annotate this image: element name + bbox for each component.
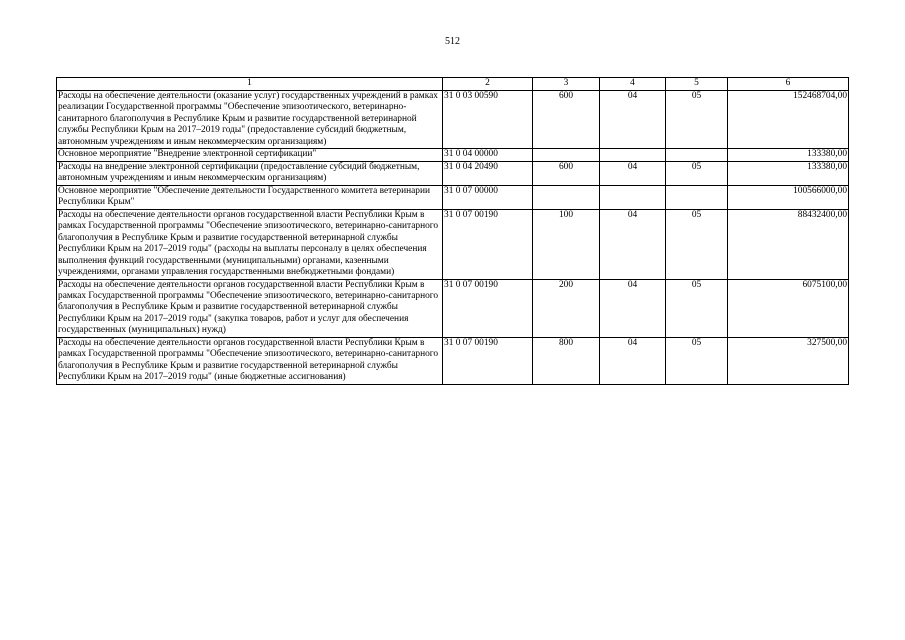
row-amount: 88432400,00 [728,209,849,279]
row-subsection [666,185,728,209]
row-expense-type [533,149,600,161]
row-section [600,149,666,161]
row-amount: 100566000,00 [728,185,849,209]
row-target-code: 31 0 03 00590 [443,91,533,149]
row-expense-type: 100 [533,209,600,279]
table-row [57,185,849,209]
table-row [57,91,849,149]
row-target-code: 31 0 07 00190 [443,209,533,279]
row-amount: 133380,00 [728,149,849,161]
row-description: Расходы на обеспечение деятельности органов государственной власти Республики Крым в рамках Государственной программы "Обеспечение эпизоотического, ветеринарно-санитарного благополучия в Республике Крым и развитие государственной ветеринарной службы Республики Крым на 2017–2019 годы" (иные бюджетные ассигнования) [57,337,443,384]
column-header-4: 4 [600,78,666,91]
row-description: Основное мероприятие "Внедрение электронной сертификации" [57,149,443,161]
row-subsection: 05 [666,91,728,149]
row-target-code: 31 0 04 20490 [443,161,533,185]
table-row [57,209,849,279]
row-section [600,185,666,209]
row-expense-type: 200 [533,279,600,337]
row-amount: 152468704,00 [728,91,849,149]
column-header-3: 3 [533,78,600,91]
row-target-code: 31 0 04 00000 [443,149,533,161]
row-subsection: 05 [666,209,728,279]
row-description: Расходы на обеспечение деятельности органов государственной власти Республики Крым в рамках Государственной программы "Обеспечение эпизоотического, ветеринарно-санитарного благополучия в Республике Крым и развитие государственной ветеринарной службы Республики Крым на 2017–2019 годы" (закупка товаров, работ и услуг для обеспечения государственных (муниципальных) нужд) [57,279,443,337]
row-description: Расходы на обеспечение деятельности органов государственной власти Республики Крым в рамках Государственной программы "Обеспечение эпизоотического, ветеринарно-санитарного благополучия в Республике Крым и развитие государственной ветеринарной службы Республики Крым на 2017–2019 годы" (расходы на выплаты персоналу в целях обеспечения выполнения функций государственными (муниципальными) органами, казенными учреждениями, органами управления государственными внебюджетными фондами) [57,209,443,279]
row-subsection [666,149,728,161]
table-header-row [57,78,849,91]
row-amount: 133380,00 [728,161,849,185]
table-row [57,149,849,161]
row-amount: 327500,00 [728,337,849,384]
row-target-code: 31 0 07 00000 [443,185,533,209]
page-number: 512 [445,36,460,47]
row-target-code: 31 0 07 00190 [443,337,533,384]
row-section: 04 [600,91,666,149]
row-section: 04 [600,279,666,337]
row-expense-type: 600 [533,161,600,185]
row-section: 04 [600,209,666,279]
table-row [57,337,849,384]
row-description: Расходы на внедрение электронной сертификации (предоставление субсидий бюджетным, автономным учреждениям и иным некоммерческим организациям) [57,161,443,185]
row-description: Расходы на обеспечение деятельности (оказание услуг) государственных учреждений в рамках реализации Государственной программы "Обеспечение эпизоотического, ветеринарно-санитарного благополучия в Республике Крым и развитие государственной ветеринарной службы Республики Крым на 2017–2019 годы" (предоставление субсидий бюджетным, автономным учреждениям и иным некоммерческим организациям) [57,91,443,149]
row-expense-type [533,185,600,209]
column-header-2: 2 [443,78,533,91]
row-section: 04 [600,337,666,384]
row-description: Основное мероприятие "Обеспечение деятельности Государственного комитета ветеринарии Республики Крым" [57,185,443,209]
budget-table [56,77,849,385]
row-subsection: 05 [666,337,728,384]
row-subsection: 05 [666,279,728,337]
row-section: 04 [600,161,666,185]
column-header-6: 6 [728,78,849,91]
column-header-5: 5 [666,78,728,91]
row-amount: 6075100,00 [728,279,849,337]
row-target-code: 31 0 07 00190 [443,279,533,337]
row-subsection: 05 [666,161,728,185]
table-row [57,279,849,337]
table-row [57,161,849,185]
row-expense-type: 600 [533,91,600,149]
column-header-1: 1 [57,78,443,91]
row-expense-type: 800 [533,337,600,384]
